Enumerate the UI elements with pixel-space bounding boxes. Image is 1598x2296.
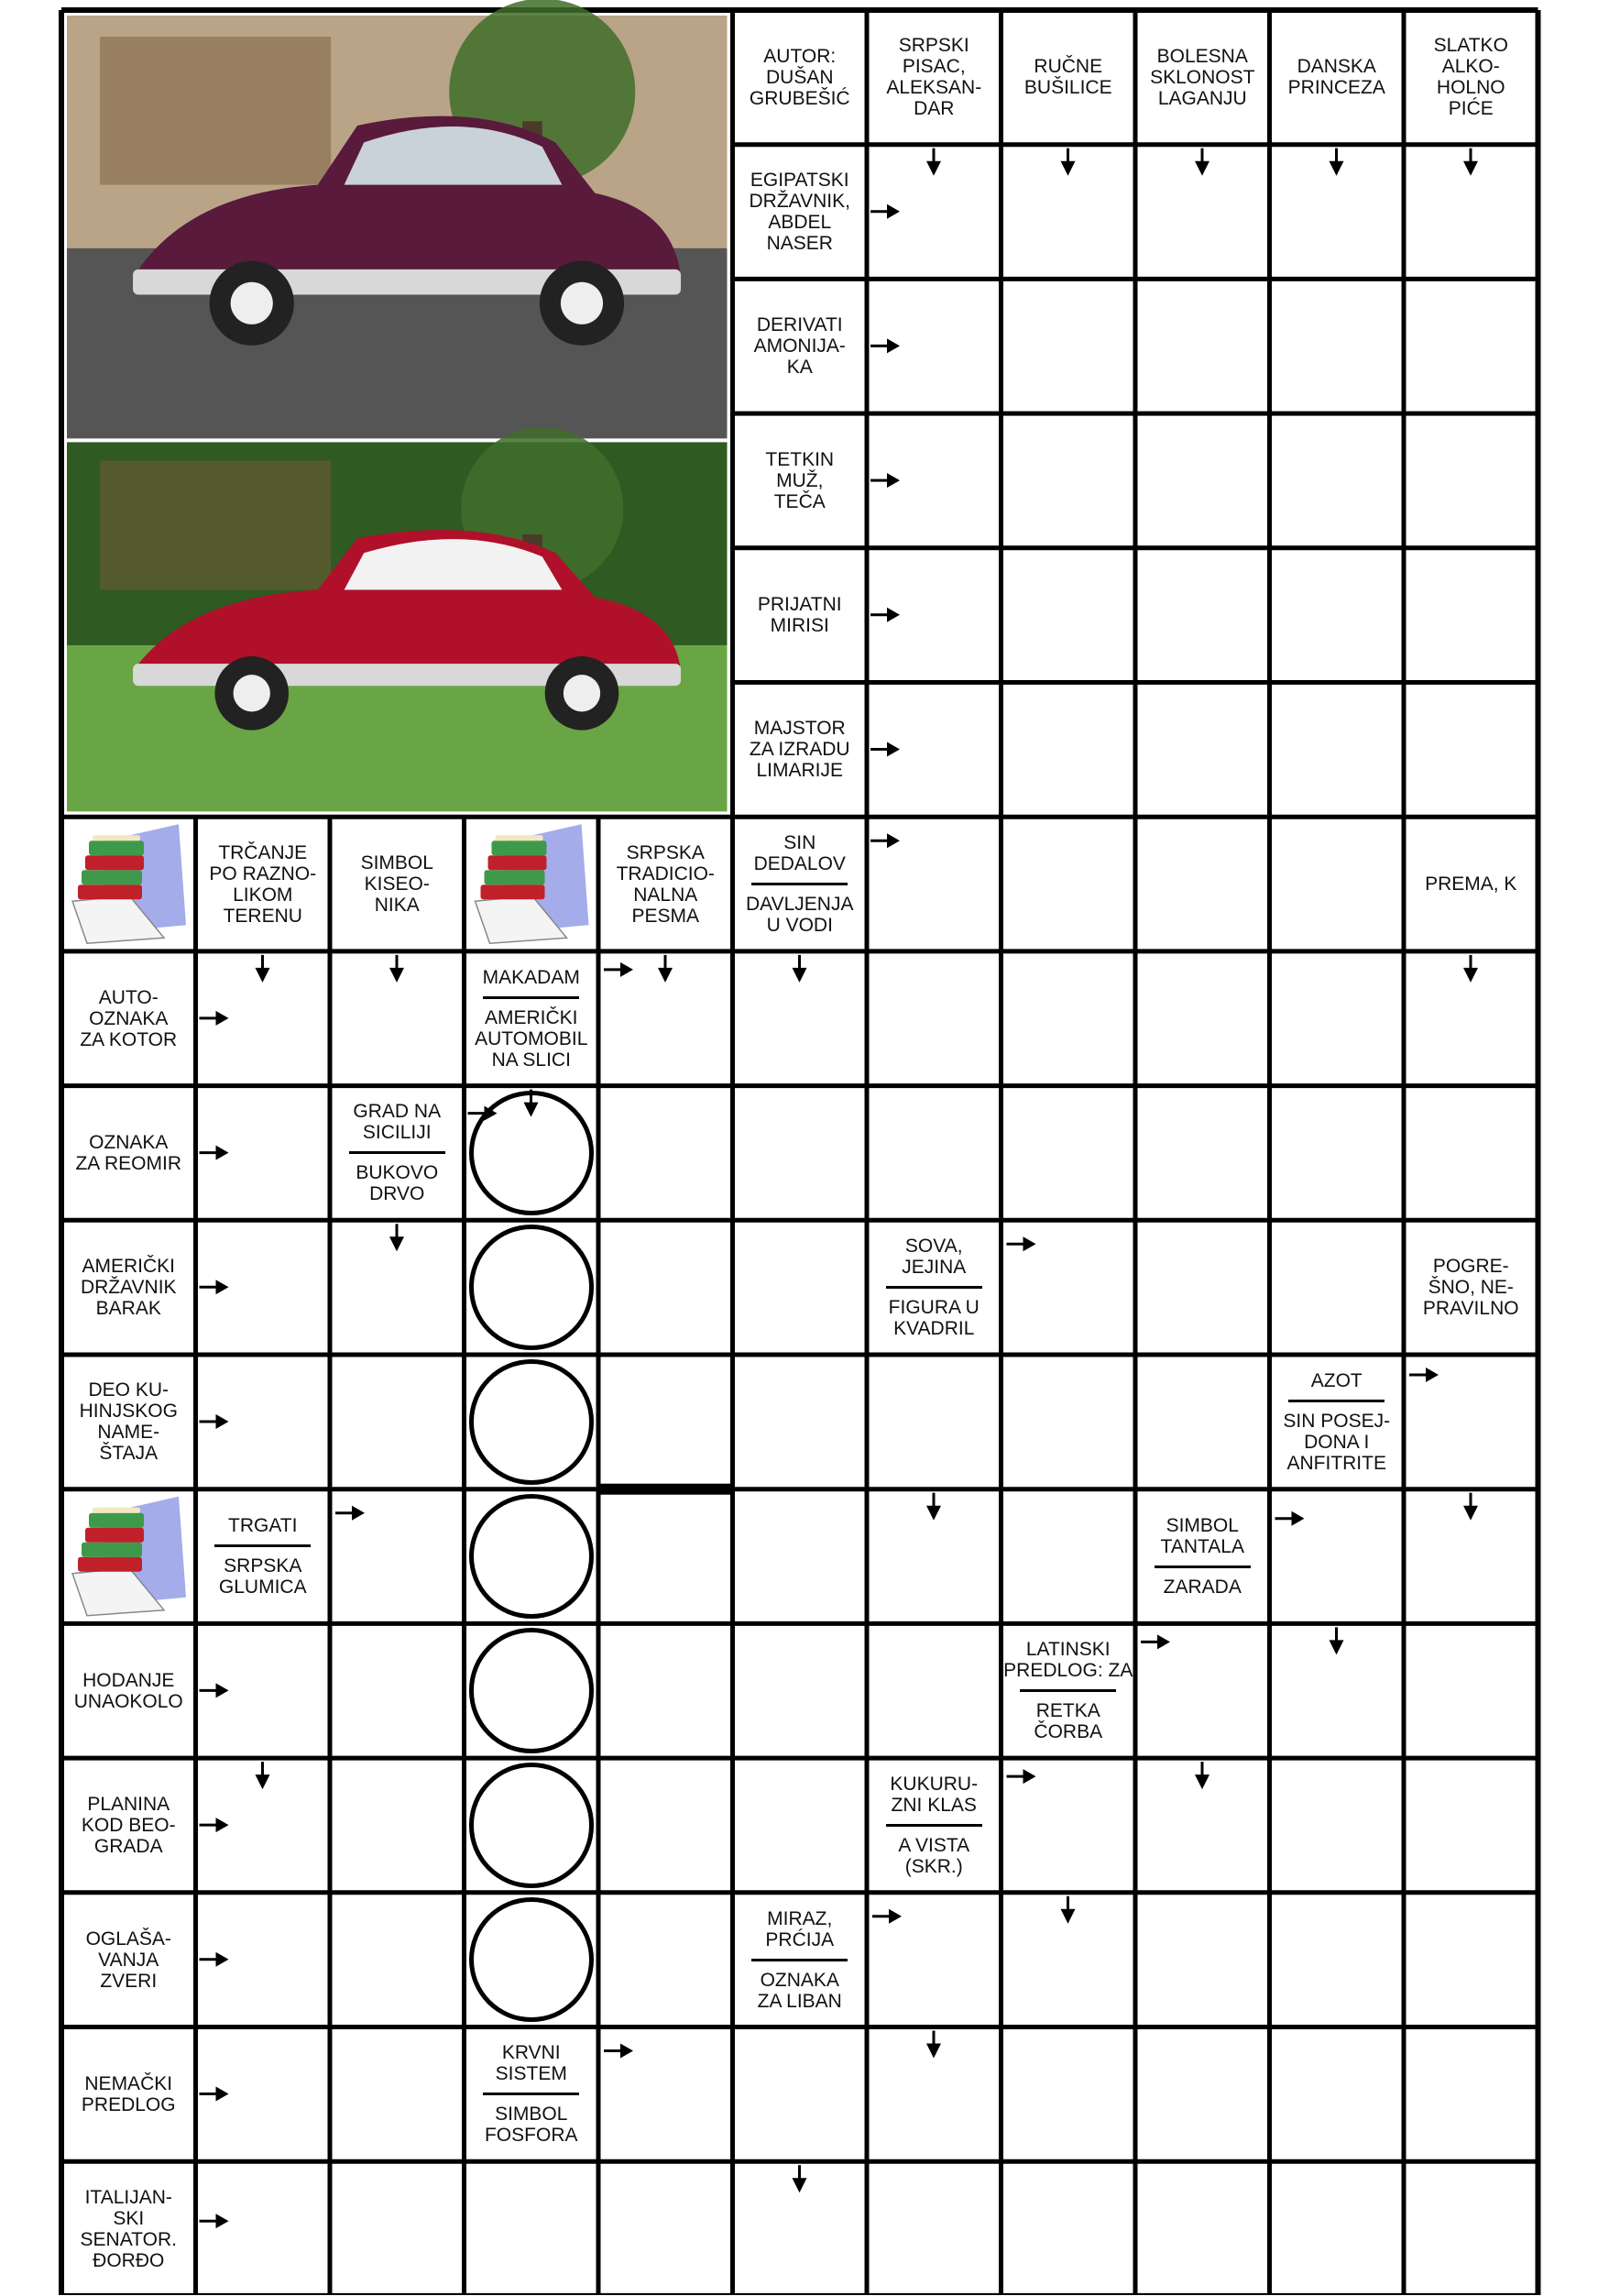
answer-cell[interactable] <box>1404 2161 1538 2295</box>
answer-cell[interactable] <box>1135 1355 1270 1489</box>
clue-text: ZARADA <box>1163 1576 1242 1598</box>
answer-cell[interactable] <box>733 1220 868 1355</box>
answer-cell[interactable] <box>1404 279 1538 413</box>
answer-cell[interactable] <box>598 2161 733 2295</box>
answer-cell[interactable] <box>1001 2027 1136 2162</box>
answer-cell[interactable] <box>733 1623 868 1758</box>
solution-circle[interactable] <box>469 1897 595 2023</box>
solution-circle[interactable] <box>469 1225 595 1350</box>
answer-cell[interactable] <box>1001 1355 1136 1489</box>
answer-cell[interactable] <box>867 1893 1001 2027</box>
clue-text: SOVA, JEJINA <box>902 1236 967 1279</box>
answer-cell[interactable] <box>1270 548 1405 683</box>
clue-divider <box>886 1824 982 1827</box>
clue-divider <box>214 1544 311 1547</box>
solution-circle[interactable] <box>469 1359 595 1485</box>
answer-cell[interactable] <box>1001 1086 1136 1221</box>
answer-cell[interactable] <box>867 1623 1001 1758</box>
answer-cell[interactable] <box>733 1489 868 1624</box>
clue-text: SRPSKI PISAC, ALEKSAN- DAR <box>886 35 982 120</box>
answer-cell[interactable] <box>1404 2027 1538 2162</box>
clue-text: TRČANJE PO RAZNO- LIKOM TERENU <box>209 841 317 927</box>
answer-cell[interactable] <box>1270 279 1405 413</box>
clue-text: SIN POSEJ- DONA I ANFITRITE <box>1283 1410 1391 1474</box>
clue-cell <box>465 951 599 1086</box>
books-icon <box>476 824 589 943</box>
answer-cell[interactable] <box>1404 683 1538 818</box>
clue-text: FIGURA U KVADRIL <box>888 1297 980 1340</box>
solution-circle[interactable] <box>469 1091 595 1216</box>
clue-cell <box>61 1623 196 1758</box>
clue-text: PREMA, K <box>1425 873 1517 895</box>
clue-text: AMERIČKI AUTOMOBIL NA SLICI <box>475 1006 588 1071</box>
clue-cell <box>61 951 196 1086</box>
clue-text: AZOT <box>1310 1369 1363 1391</box>
answer-cell[interactable] <box>1135 1623 1270 1758</box>
answer-cell[interactable] <box>1404 1086 1538 1221</box>
photo-car-purple <box>67 0 728 438</box>
answer-cell[interactable] <box>330 1355 465 1489</box>
answer-cell[interactable] <box>598 1758 733 1893</box>
answer-cell[interactable] <box>867 1086 1001 1221</box>
clue-text: TRGATI <box>228 1515 298 1537</box>
clue-text: SRPSKA TRADICIO- NALNA PESMA <box>616 841 715 927</box>
answer-cell[interactable] <box>1135 1220 1270 1355</box>
clue-cell <box>733 145 868 280</box>
answer-cell[interactable] <box>1270 2027 1405 2162</box>
answer-cell[interactable] <box>733 2027 868 2162</box>
clue-text: DEO KU- HINJSKOG NAME- ŠTAJA <box>79 1379 178 1465</box>
answer-cell[interactable] <box>330 2027 465 2162</box>
answer-cell[interactable] <box>1135 548 1270 683</box>
clue-cell <box>61 1220 196 1355</box>
clue-cell <box>1404 1220 1538 1355</box>
clue-text: SIMBOL TANTALA <box>1160 1515 1244 1558</box>
clue-cell <box>61 1355 196 1489</box>
answer-cell[interactable] <box>598 1086 733 1221</box>
answer-cell[interactable] <box>1270 683 1405 818</box>
clue-text: RETKA ČORBA <box>1034 1700 1103 1743</box>
solution-circle[interactable] <box>469 1628 595 1753</box>
answer-cell[interactable] <box>867 1355 1001 1489</box>
clue-text: SIN DEDALOV <box>753 832 846 875</box>
clue-text: EGIPATSKI DRŽAVNIK, ABDEL NASER <box>749 170 850 255</box>
clue-text: BUKOVO DRVO <box>356 1162 439 1205</box>
answer-cell[interactable] <box>330 1758 465 1893</box>
answer-cell[interactable] <box>1001 1220 1136 1355</box>
clue-text: MIRAZ, PRĆIJA <box>765 1907 835 1950</box>
word-boundary-bar <box>598 1484 733 1495</box>
answer-cell[interactable] <box>1270 2161 1405 2295</box>
clue-text: KUKURU- ZNI KLAS <box>890 1773 979 1816</box>
clue-cell <box>61 1893 196 2027</box>
answer-cell[interactable] <box>1001 413 1136 548</box>
answer-cell[interactable] <box>1135 951 1270 1086</box>
clue-cell <box>733 1893 868 2027</box>
clue-cell <box>733 279 868 413</box>
clue-text: AUTOR: DUŠAN GRUBEŠIĆ <box>749 45 850 109</box>
clue-divider <box>483 996 579 999</box>
clue-divider <box>886 1286 982 1289</box>
clue-text: GRAD NA SICILIJI <box>353 1101 442 1144</box>
answer-cell[interactable] <box>1135 413 1270 548</box>
clue-text: POGRE- ŠNO, NE- PRAVILNO <box>1422 1256 1519 1320</box>
clue-text: DAVLJENJA U VODI <box>746 894 854 937</box>
answer-cell[interactable] <box>867 951 1001 1086</box>
answer-cell[interactable] <box>1404 548 1538 683</box>
clue-text: OZNAKA ZA LIBAN <box>757 1969 842 2012</box>
answer-cell[interactable] <box>733 1086 868 1221</box>
clue-text: SIMBOL KISEO- NIKA <box>360 852 433 917</box>
answer-cell[interactable] <box>1135 2161 1270 2295</box>
answer-cell[interactable] <box>733 1355 868 1489</box>
clue-cell <box>196 1489 331 1624</box>
clue-text: PLANINA KOD BEO- GRADA <box>81 1793 176 1857</box>
clue-text: TETKIN MUŽ, TEČA <box>765 448 835 512</box>
clue-cell <box>733 683 868 818</box>
clue-text: ITALIJAN- SKI SENATOR. ĐORĐO <box>80 2186 177 2271</box>
clue-divider <box>751 1959 848 1961</box>
answer-cell[interactable] <box>1135 683 1270 818</box>
clue-cell <box>733 413 868 548</box>
clue-text: SLATKO ALKO- HOLNO PIĆE <box>1433 35 1508 120</box>
answer-cell[interactable] <box>1404 1623 1538 1758</box>
answer-cell[interactable] <box>1135 279 1270 413</box>
clue-cell <box>61 2161 196 2296</box>
clue-divider <box>751 883 848 885</box>
answer-cell[interactable] <box>1404 413 1538 548</box>
answer-cell[interactable] <box>1404 1893 1538 2027</box>
clue-cell <box>733 10 868 145</box>
answer-cell[interactable] <box>330 2161 465 2295</box>
clue-text: LATINSKI PREDLOG: ZA <box>1003 1639 1133 1682</box>
answer-cell[interactable] <box>598 1220 733 1355</box>
clue-divider <box>483 2093 579 2095</box>
clue-divider <box>1020 1689 1116 1692</box>
answer-cell[interactable] <box>598 1893 733 2027</box>
clue-cell <box>733 817 868 951</box>
clue-text: HODANJE UNAOKOLO <box>73 1669 183 1712</box>
answer-cell[interactable] <box>1404 1758 1538 1893</box>
clue-cell <box>465 2027 599 2162</box>
clue-divider <box>349 1151 445 1154</box>
clue-cell <box>61 2027 196 2162</box>
solution-circle[interactable] <box>469 1494 595 1620</box>
answer-cell[interactable] <box>1270 413 1405 548</box>
answer-cell[interactable] <box>598 1355 733 1489</box>
answer-cell[interactable] <box>196 2161 331 2295</box>
books-icon <box>72 824 186 943</box>
clue-cell <box>1404 817 1538 951</box>
clue-cell <box>196 817 331 951</box>
answer-cell[interactable] <box>330 1489 465 1624</box>
photo-separator <box>67 438 728 442</box>
answer-cell[interactable] <box>733 1758 868 1893</box>
answer-cell[interactable] <box>1001 2161 1136 2295</box>
answer-cell[interactable] <box>1270 1758 1405 1893</box>
answer-cell[interactable] <box>1135 2027 1270 2162</box>
clue-cell <box>1270 1355 1405 1489</box>
answer-cell[interactable] <box>1270 1489 1405 1624</box>
clue-text: MAJSTOR ZA IZRADU LIMARIJE <box>749 718 850 782</box>
answer-cell[interactable] <box>1001 279 1136 413</box>
clue-cell <box>61 1758 196 1893</box>
clue-cell <box>1270 10 1405 145</box>
answer-cell[interactable] <box>330 1893 465 2027</box>
clue-text: NEMAČKI PREDLOG <box>81 2072 176 2115</box>
answer-cell[interactable] <box>330 1623 465 1758</box>
answer-cell[interactable] <box>1270 1893 1405 2027</box>
clue-cell <box>867 10 1001 145</box>
answer-cell[interactable] <box>465 2161 599 2295</box>
clue-text: MAKADAM <box>482 966 580 988</box>
clue-divider <box>1155 1565 1251 1568</box>
answer-cell[interactable] <box>1001 1758 1136 1893</box>
answer-cell[interactable] <box>598 2027 733 2162</box>
answer-cell[interactable] <box>1001 548 1136 683</box>
solution-circle[interactable] <box>469 1763 595 1888</box>
clue-text: BOLESNA SKLONOST LAGANJU <box>1150 45 1255 109</box>
answer-cell[interactable] <box>867 2161 1001 2295</box>
clue-cell <box>330 1086 465 1221</box>
photo-car-red <box>67 427 728 811</box>
clue-cell <box>1404 10 1538 145</box>
answer-cell[interactable] <box>1001 951 1136 1086</box>
clue-cell <box>61 1086 196 1221</box>
answer-cell[interactable] <box>867 817 1001 951</box>
clue-cell <box>1001 1623 1136 1758</box>
answer-cell[interactable] <box>1270 817 1405 951</box>
clue-text: AUTO- OZNAKA ZA KOTOR <box>80 986 178 1050</box>
clue-cell <box>1135 1489 1270 1624</box>
answer-cell[interactable] <box>1001 1489 1136 1624</box>
clue-text: DERIVATI AMONIJA- KA <box>753 314 846 379</box>
clue-cell <box>1001 10 1136 145</box>
clue-text: PRIJATNI MIRISI <box>757 594 842 637</box>
clue-text: RUČNE BUŠILICE <box>1023 56 1112 99</box>
answer-cell[interactable] <box>1135 1086 1270 1221</box>
clue-cell <box>330 817 465 951</box>
answer-cell[interactable] <box>1001 683 1136 818</box>
clue-cell <box>867 1758 1001 1893</box>
answer-cell[interactable] <box>1001 817 1136 951</box>
clue-text: OGLAŠA- VANJA ZVERI <box>85 1928 171 1992</box>
answer-cell[interactable] <box>1270 1220 1405 1355</box>
answer-cell[interactable] <box>1270 1086 1405 1221</box>
clue-text: OZNAKA ZA REOMIR <box>75 1131 181 1174</box>
answer-cell[interactable] <box>1270 951 1405 1086</box>
clue-text: A VISTA (SKR.) <box>898 1834 970 1877</box>
clue-text: AMERIČKI DRŽAVNIK BARAK <box>80 1256 177 1320</box>
answer-cell[interactable] <box>1135 1893 1270 2027</box>
answer-cell[interactable] <box>598 1489 733 1624</box>
answer-cell[interactable] <box>598 1623 733 1758</box>
clue-text: SIMBOL FOSFORA <box>484 2104 578 2147</box>
clue-text: SRPSKA GLUMICA <box>218 1555 307 1598</box>
books-icon <box>72 1497 186 1616</box>
clue-text: DANSKA PRINCEZA <box>1287 56 1385 99</box>
clue-text: KRVNI SISTEM <box>495 2042 567 2085</box>
clue-cell <box>598 817 733 951</box>
clue-cell <box>733 548 868 683</box>
clue-cell <box>867 1220 1001 1355</box>
clue-divider <box>1288 1400 1385 1402</box>
clue-cell <box>1135 10 1270 145</box>
answer-cell[interactable] <box>1135 817 1270 951</box>
